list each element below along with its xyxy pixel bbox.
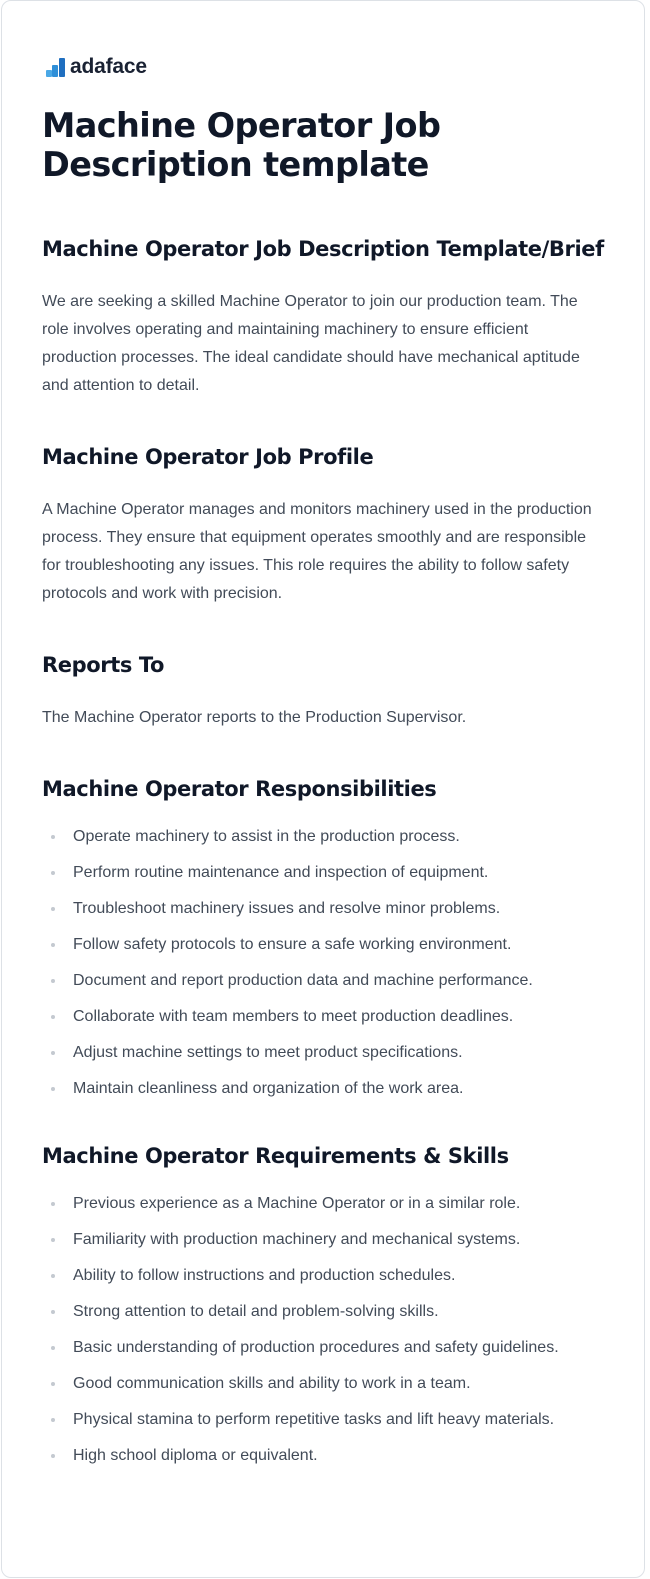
list-item: Physical stamina to perform repetitive tasks and lift heavy materials. <box>42 1410 604 1430</box>
list-item: Familiarity with production machinery and mechanical systems. <box>42 1230 604 1250</box>
requirements-list <box>42 1194 604 1466</box>
section-heading: Machine Operator Job Description Template/Brief <box>42 237 604 261</box>
list-item: Collaborate with team members to meet production deadlines. <box>42 1007 604 1027</box>
list-item: Ability to follow instructions and production schedules. <box>42 1266 604 1286</box>
list-item: Document and report production data and machine performance. <box>42 971 604 991</box>
section-requirements-skills <box>42 1141 604 1466</box>
bar-chart-logo-icon <box>46 57 66 77</box>
section-heading: Reports To <box>42 653 165 677</box>
section-heading: Machine Operator Responsibilities <box>42 777 437 801</box>
list-item: Operate machinery to assist in the production process. <box>42 827 604 847</box>
list-item: High school diploma or equivalent. <box>42 1446 604 1466</box>
section-heading: Machine Operator Requirements & Skills <box>42 1144 509 1168</box>
section-heading: Machine Operator Job Profile <box>42 445 374 469</box>
list-item: Perform routine maintenance and inspection of equipment. <box>42 863 604 883</box>
section-paragraph: The Machine Operator reports to the Production Supervisor. <box>42 709 467 726</box>
list-item: Good communication skills and ability to work in a team. <box>42 1374 604 1394</box>
job-description-card <box>1 0 645 1578</box>
list-item: Maintain cleanliness and organization of the work area. <box>42 1079 604 1099</box>
responsibilities-list <box>42 827 604 1099</box>
logo-text: adaface <box>70 55 147 78</box>
adaface-logo[interactable] <box>46 53 604 81</box>
page-title: Machine Operator Job Description template <box>42 106 441 184</box>
section-reports-to <box>42 650 604 732</box>
section-paragraph: We are seeking a skilled Machine Operator to join our production team. The role involves operating and maintaining machinery to ensure efficient production processes. The ideal candidate should have mechanical aptitude and attention to detail. <box>42 293 580 394</box>
section-paragraph: A Machine Operator manages and monitors machinery used in the production process. They ensure that equipment operates smoothly and are responsible for troubleshooting any issues. This role requires the ability to follow safety protocols and work with precision. <box>42 501 592 602</box>
list-item: Adjust machine settings to meet product specifications. <box>42 1043 604 1063</box>
list-item: Troubleshoot machinery issues and resolve minor problems. <box>42 899 604 919</box>
list-item: Strong attention to detail and problem-solving skills. <box>42 1302 604 1322</box>
section-responsibilities <box>42 774 604 1099</box>
section-job-profile <box>42 442 604 608</box>
list-item: Previous experience as a Machine Operator or in a similar role. <box>42 1194 604 1214</box>
list-item: Basic understanding of production procedures and safety guidelines. <box>42 1338 604 1358</box>
list-item: Follow safety protocols to ensure a safe working environment. <box>42 935 604 955</box>
section-brief <box>42 234 604 400</box>
